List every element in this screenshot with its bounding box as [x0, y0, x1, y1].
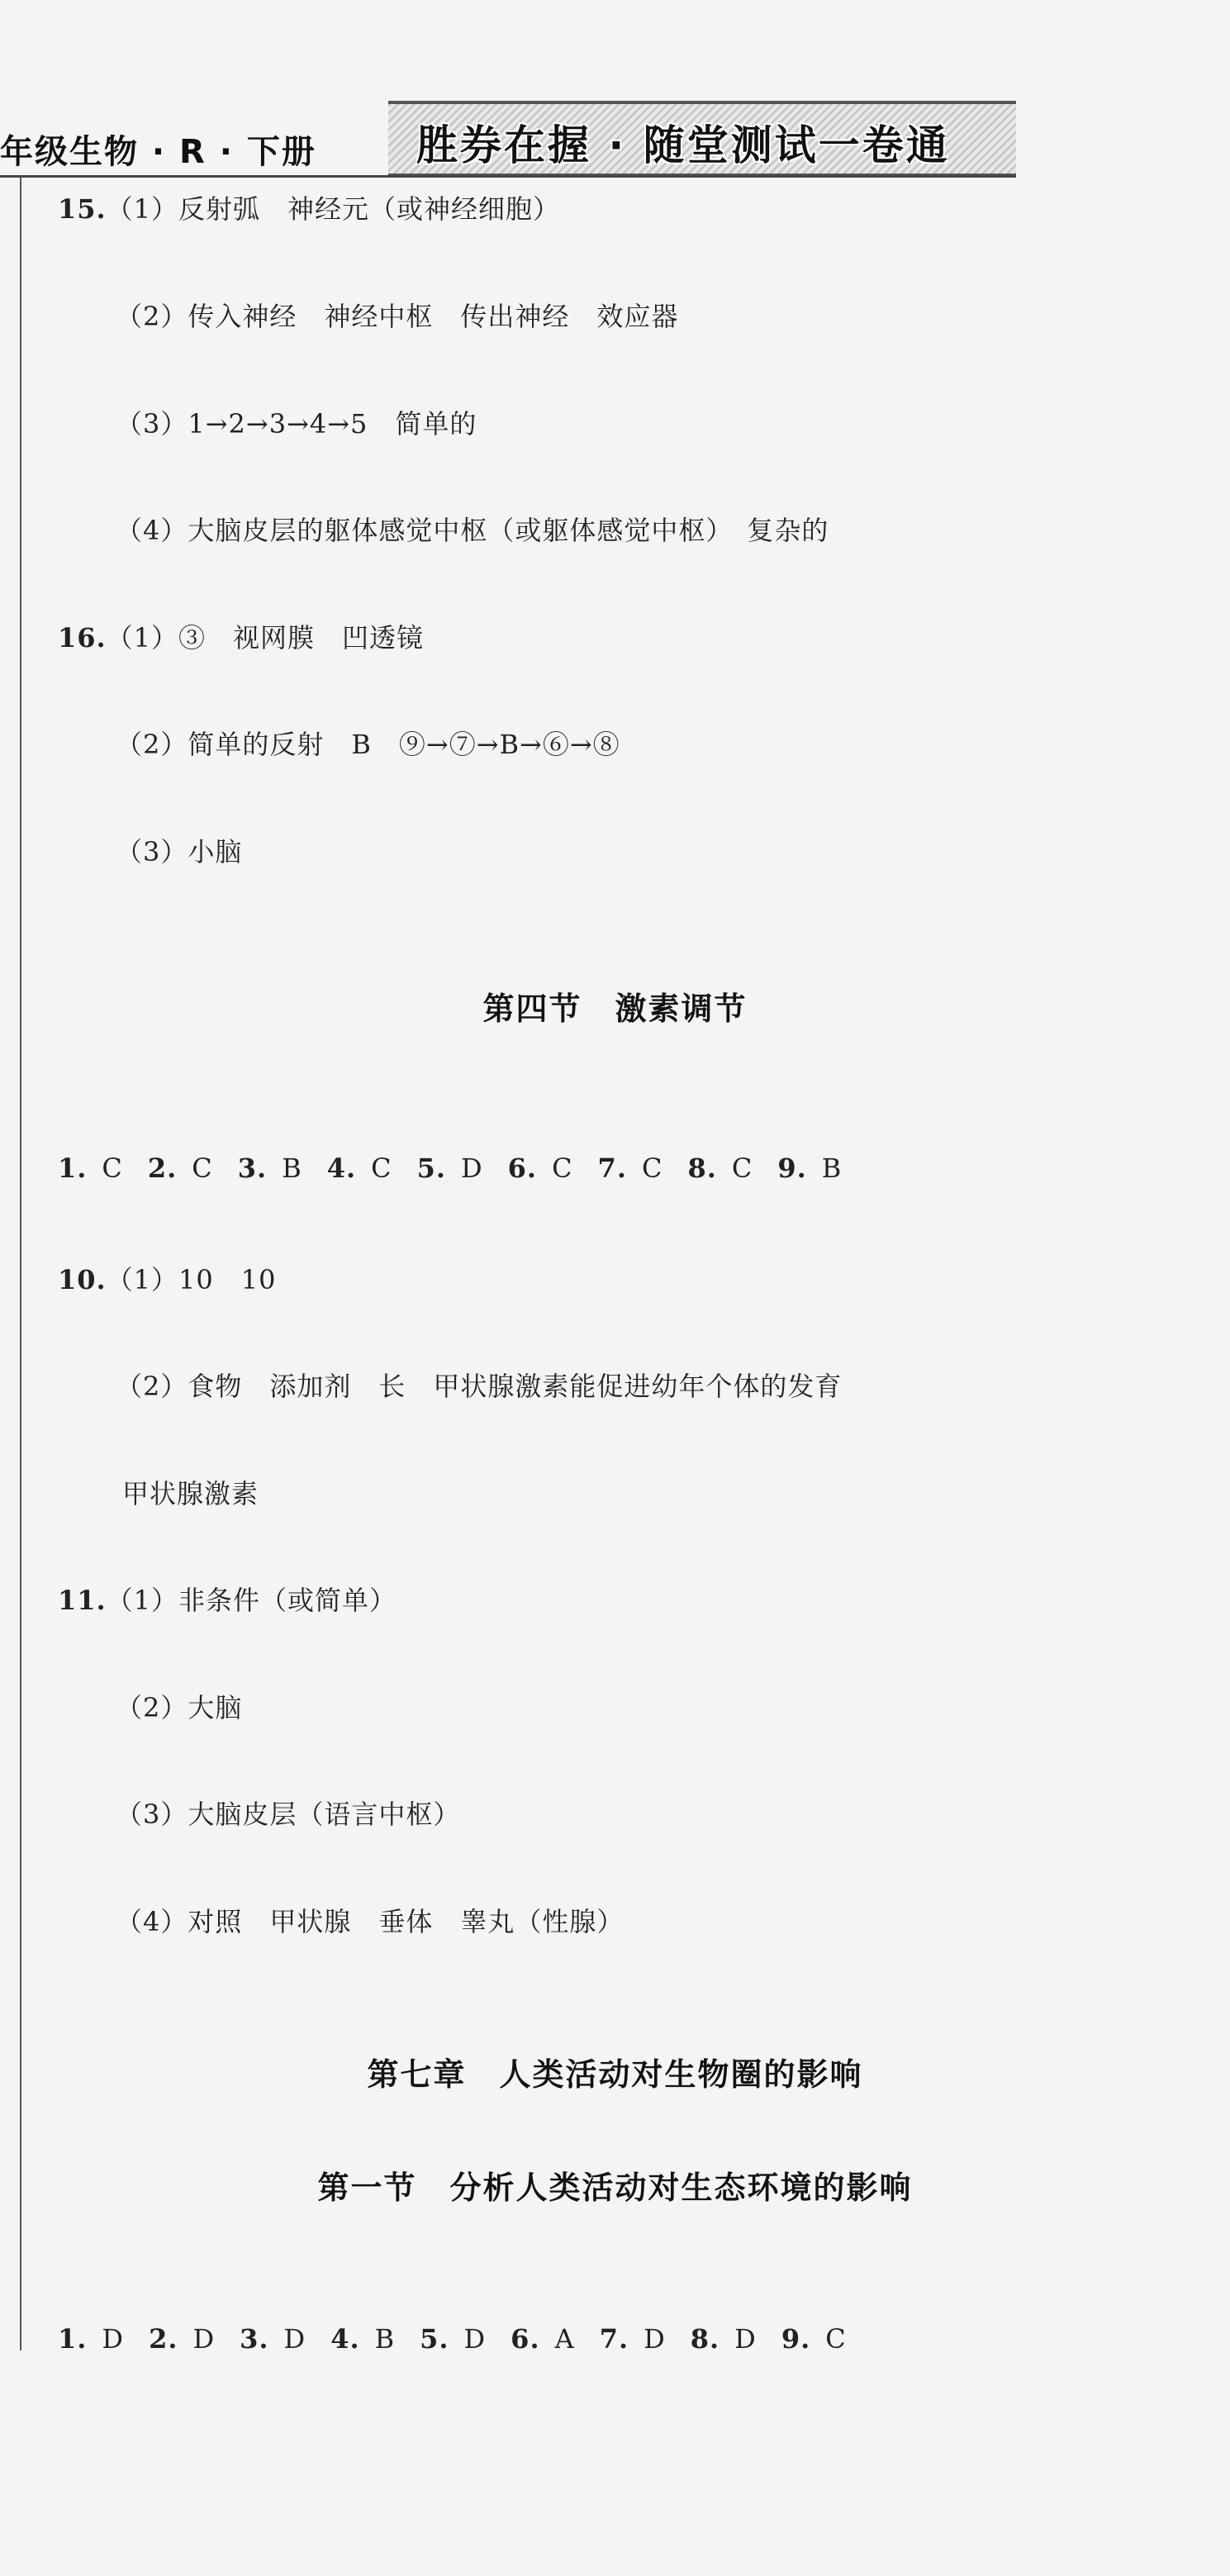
header-banner-title: 胜券在握 · 随堂测试一卷通 [416, 121, 950, 169]
q15-line-2: （2）传入神经 神经中枢 传出神经 效应器 [116, 301, 679, 332]
mc-answer-letter: C [371, 1153, 392, 1184]
q10-line-3: 甲状腺激素 [122, 1478, 259, 1509]
mc-answer-letter: A [554, 2323, 575, 2355]
mc-question-number: 3. [240, 2323, 269, 2355]
q10-number: 10. [58, 1264, 107, 1295]
q11-line-2: （2）大脑 [116, 1692, 243, 1723]
mc-answers-row-1 [58, 1153, 867, 1184]
q10-line-2: （2）食物 添加剂 长 甲状腺激素能促进幼年个体的发育 [116, 1371, 843, 1402]
page-header [0, 91, 1016, 173]
mc-question-number: 7. [597, 1153, 627, 1184]
q16-number: 16. [58, 622, 107, 654]
mc-answer-letter: D [734, 2323, 757, 2355]
mc-answer-letter: C [102, 1153, 123, 1184]
margin-rule [20, 178, 21, 2350]
mc-answer-letter: B [282, 1153, 302, 1184]
mc-question-number: 5. [416, 1153, 446, 1184]
q16-answer-1: （1）③ 视网膜 凹透镜 [106, 622, 425, 654]
mc-question-number: 9. [777, 1153, 807, 1184]
mc-question-number: 4. [330, 2323, 360, 2355]
mc-question-number: 5. [420, 2323, 449, 2355]
q16-line-1 [58, 617, 424, 655]
mc-answer-letter: D [192, 2323, 216, 2355]
q15-line-3: （3）1→2→3→4→5 简单的 [116, 408, 477, 440]
mc-question-number: 1. [58, 2323, 88, 2355]
q11-line-4: （4）对照 甲状腺 垂体 睾丸（性腺） [116, 1906, 624, 1937]
q11-line-3: （3）大脑皮层（语言中枢） [116, 1799, 461, 1830]
mc-question-number: 6. [507, 1153, 538, 1184]
chapter-heading-7: 第七章 人类活动对生物圈的影响 [367, 2056, 863, 2093]
mc-question-number: 8. [687, 1153, 717, 1184]
mc-answer-letter: C [641, 1153, 663, 1184]
q10-line-1 [58, 1259, 276, 1297]
mc-answer-letter: C [192, 1153, 213, 1184]
header-subject-label: 年级生物 · R · 下册 [0, 133, 316, 171]
mc-question-number: 7. [599, 2323, 629, 2355]
q15-line-1 [58, 188, 560, 226]
mc-answers-row-2 [58, 2323, 871, 2355]
mc-answer-letter: B [821, 1153, 843, 1184]
q15-answer-1: （1）反射弧 神经元（或神经细胞） [106, 193, 561, 225]
q15-number: 15. [58, 193, 107, 225]
mc-question-number: 9. [781, 2323, 811, 2355]
mc-answer-letter: D [283, 2323, 306, 2355]
mc-answer-letter: B [374, 2323, 396, 2355]
q16-line-3: （3）小脑 [116, 836, 243, 867]
mc-question-number: 6. [511, 2323, 540, 2355]
q11-line-1 [58, 1580, 397, 1618]
mc-answer-letter: C [731, 1153, 753, 1184]
mc-answer-letter: C [825, 2323, 847, 2355]
mc-answer-letter: C [552, 1153, 573, 1184]
q10-answer-1: （1）10 10 [106, 1264, 277, 1295]
header-rule [0, 175, 1016, 178]
mc-answer-letter: D [463, 2323, 487, 2355]
section-heading-hormones: 第四节 激素调节 [482, 991, 748, 1027]
mc-answer-letter: D [102, 2323, 125, 2355]
mc-question-number: 1. [58, 1153, 88, 1184]
mc-question-number: 2. [149, 2323, 178, 2355]
mc-question-number: 2. [147, 1153, 178, 1184]
mc-question-number: 8. [690, 2323, 720, 2355]
q16-line-2: （2）简单的反射 B ⑨→⑦→B→⑥→⑧ [116, 729, 620, 760]
mc-answer-letter: D [461, 1153, 483, 1184]
section-heading-ecology: 第一节 分析人类活动对生态环境的影响 [317, 2170, 913, 2206]
mc-answer-letter: D [643, 2323, 666, 2355]
mc-question-number: 3. [237, 1153, 268, 1184]
header-banner [388, 101, 1016, 177]
q11-answer-1: （1）非条件（或简单） [106, 1585, 397, 1616]
q15-line-4: （4）大脑皮层的躯体感觉中枢（或躯体感觉中枢） 复杂的 [116, 515, 829, 546]
mc-question-number: 4. [326, 1153, 357, 1184]
q11-number: 11. [58, 1585, 107, 1616]
